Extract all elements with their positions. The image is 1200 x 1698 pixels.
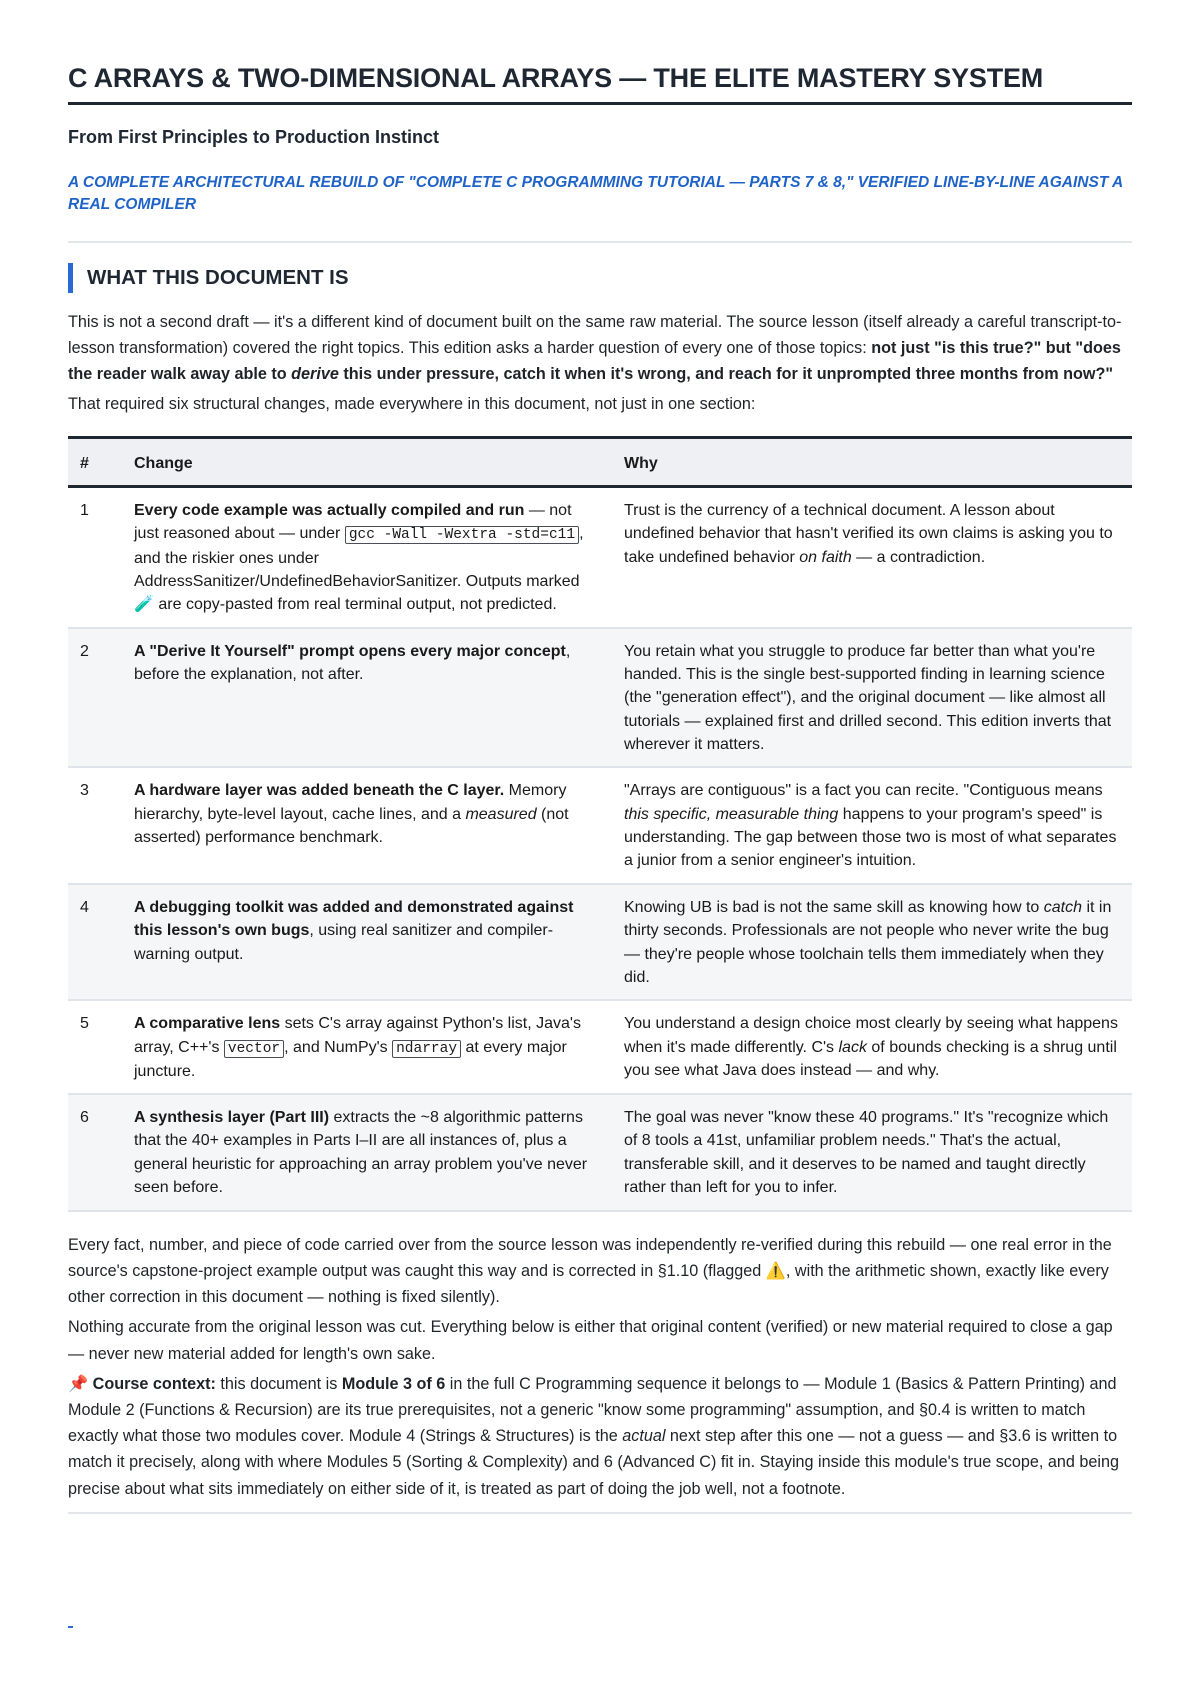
change-text: (not asserted) performance benchmark. xyxy=(134,805,569,847)
row-change xyxy=(122,1094,612,1210)
footer-accent-mark xyxy=(68,1626,73,1628)
inline-code: ndarray xyxy=(392,1040,461,1058)
row-num: 1 xyxy=(68,486,122,627)
course-context-text: next step after this one — not a guess — and §3.6 is written to match it precisely, along with where Modules 5 (Sorting & Complexity) and 6 (Advanced C) fit in. Staying inside this module's true scope, and being precise about what sits immediately on either side of it, is treated as part of doing the job well, not a footnote. xyxy=(68,1427,1120,1498)
course-context-italic: actual xyxy=(622,1427,666,1446)
row-num: 5 xyxy=(68,1000,122,1094)
table-row xyxy=(68,884,1132,1000)
table-row xyxy=(68,628,1132,768)
why-text: it in thirty seconds. Professionals are not people who never write the bug — they're people whose toolchain tells them immediately when they did. xyxy=(624,898,1112,986)
row-why xyxy=(612,628,1132,768)
why-italic: catch xyxy=(1043,898,1083,916)
row-change xyxy=(122,1000,612,1094)
scope-paragraph: Nothing accurate from the original lesson was cut. Everything below is either that original content (verified) or new material required to close a gap — never new material added for length's own sake. xyxy=(68,1318,1113,1363)
why-italic: on faith xyxy=(799,548,852,566)
why-italic: lack xyxy=(838,1038,867,1056)
change-bold: A "Derive It Yourself" prompt opens every major concept xyxy=(134,642,566,660)
pin-icon: 📌 xyxy=(68,1374,89,1393)
table-row xyxy=(68,486,1132,627)
row-change xyxy=(122,767,612,883)
change-text: , before the explanation, not after. xyxy=(134,642,571,683)
row-why xyxy=(612,1094,1132,1210)
change-bold: A debugging toolkit was added and demonstrated against this lesson's own bugs xyxy=(134,898,574,940)
why-text: happens to your program's speed" is understanding. The gap between those two is most of what separates a junior from a senior engineer's intuition. xyxy=(624,805,1117,870)
why-text: — a contradiction. xyxy=(851,548,986,566)
header-why: Why xyxy=(612,437,1132,486)
module-label: Module 3 of 6 xyxy=(341,1374,446,1393)
change-text: extracts the ~8 algorithmic patterns that the 40+ examples in Parts I–II are all instances of, plus a general heuristic for approaching an array problem you've never seen before. xyxy=(134,1109,588,1197)
course-context-text: in the full C Programming sequence it belongs to — Module 1 (Basics & Pattern Printing) and Module 2 (Functions & Recursion) are its true prerequisites, not a generic "know some programming" assumption, and §0.4 is written to match exactly what those two modules cover. Module 4 (Strings & Structures) is the xyxy=(68,1374,1117,1446)
why-text: Trust is the currency of a technical document. A lesson about undefined behavior that hasn't verified its own claims is asking you to take undefined behavior xyxy=(624,501,1113,566)
footer-divider xyxy=(68,1512,1132,1514)
change-text: , using real sanitizer and compiler-warning output. xyxy=(134,922,554,963)
section-accent-bar xyxy=(68,263,73,293)
why-text: The goal was never "know these 40 programs." It's "recognize which of 8 tools a 41st, unfamiliar problem needs." That's the actual, transferable skill, and it deserves to be named and taught directly rather than left for you to infer. xyxy=(624,1109,1109,1197)
row-why xyxy=(612,884,1132,1000)
change-text: Memory hierarchy, byte-level layout, cache lines, and a xyxy=(134,782,567,823)
intro-paragraph xyxy=(68,309,1132,388)
header-divider xyxy=(68,241,1132,243)
why-text: You understand a design choice most clearly by seeing what happens when it's made differently. C's xyxy=(624,1015,1118,1056)
change-bold: A synthesis layer (Part III) xyxy=(134,1109,330,1127)
table-row xyxy=(68,1000,1132,1094)
table-row xyxy=(68,1094,1132,1210)
document-title: C ARRAYS & TWO-DIMENSIONAL ARRAYS — THE ELITE MASTERY SYSTEM xyxy=(68,62,1132,105)
table-row xyxy=(68,767,1132,883)
verification-text: Every fact, number, and piece of code carried over from the source lesson was independently re-verified during this rebuild — one real error in the source's capstone-project example output was caught this way and is corrected in §1.10 (flagged xyxy=(68,1235,1112,1280)
row-change xyxy=(122,884,612,1000)
inline-code: vector xyxy=(224,1040,284,1058)
row-num: 4 xyxy=(68,884,122,1000)
course-context-paragraph xyxy=(68,1371,1132,1502)
change-bold: A comparative lens xyxy=(134,1015,281,1033)
change-text: sets C's array against Python's list, Java's array, C++'s xyxy=(134,1015,581,1056)
why-text: "Arrays are contiguous" is a fact you can recite. "Contiguous means xyxy=(624,782,1103,800)
change-italic: measured xyxy=(465,805,537,823)
why-italic: this specific, measurable thing xyxy=(624,805,839,823)
inline-code: gcc -Wall -Wextra -std=c11 xyxy=(345,526,579,544)
course-context-label: Course context: xyxy=(92,1374,216,1393)
warning-icon: ⚠️ xyxy=(765,1261,786,1280)
change-text: , and the riskier ones under AddressSanitizer/UndefinedBehaviorSanitizer. Outputs marked 🧪 are copy-pasted from real terminal output, not predicted. xyxy=(134,525,584,614)
changes-table xyxy=(68,436,1132,1212)
document-tagline: A COMPLETE ARCHITECTURAL REBUILD OF "COMPLETE C PROGRAMMING TUTORIAL — PARTS 7 & 8," VERIFIED LINE-BY-LINE AGAINST A REAL COMPILER xyxy=(68,173,1123,214)
change-text: at every major juncture. xyxy=(134,1038,567,1080)
change-bold: A hardware layer was added beneath the C layer. xyxy=(134,782,505,800)
header-change: Change xyxy=(122,437,612,486)
verification-paragraph xyxy=(68,1232,1132,1311)
row-num: 3 xyxy=(68,767,122,883)
change-text: , and NumPy's xyxy=(284,1038,393,1056)
verification-text: , with the arithmetic shown, exactly like every other correction in this document — nothing is fixed silently). xyxy=(68,1261,1109,1307)
header-num: # xyxy=(68,437,122,486)
section-title: WHAT THIS DOCUMENT IS xyxy=(87,265,349,289)
row-why xyxy=(612,486,1132,627)
row-why xyxy=(612,1000,1132,1094)
section-heading xyxy=(68,263,1132,293)
why-text: You retain what you struggle to produce far better than what you're handed. This is the single best-supported finding in learning science (the "generation effect"), and the original document — like almost all tutorials — explained first and drilled second. This edition inverts that wherever it matters. xyxy=(624,642,1112,754)
row-change xyxy=(122,486,612,627)
why-text: Knowing UB is bad is not the same skill as knowing how to xyxy=(624,898,1044,916)
change-text: — not just reasoned about — under xyxy=(134,501,572,543)
row-num: 2 xyxy=(68,628,122,768)
why-text: of bounds checking is a shrug until you see what Java does instead — and why. xyxy=(624,1038,1117,1079)
intro-text: This is not a second draft — it's a different kind of document built on the same raw material. The source lesson (itself already a careful transcript-to-lesson transformation) covered the right topics. This edition asks a harder question of every one of those topics: xyxy=(68,312,1122,357)
intro-paragraph-2: That required six structural changes, made everywhere in this document, not just in one section: xyxy=(68,395,756,414)
row-num: 6 xyxy=(68,1094,122,1210)
course-context-text: this document is xyxy=(215,1374,342,1393)
intro-emphasis-italic: derive xyxy=(291,365,339,384)
intro-emphasis-a: not just "is this true?" but "does the reader walk away able to xyxy=(68,338,1121,384)
table-header-row xyxy=(68,437,1132,486)
row-change xyxy=(122,628,612,768)
intro-emphasis-b: this under pressure, catch it when it's wrong, and reach for it unprompted three months from now?" xyxy=(338,365,1114,384)
change-bold: Every code example was actually compiled and run xyxy=(134,501,525,519)
row-why xyxy=(612,767,1132,883)
document-subtitle: From First Principles to Production Instinct xyxy=(68,126,440,147)
